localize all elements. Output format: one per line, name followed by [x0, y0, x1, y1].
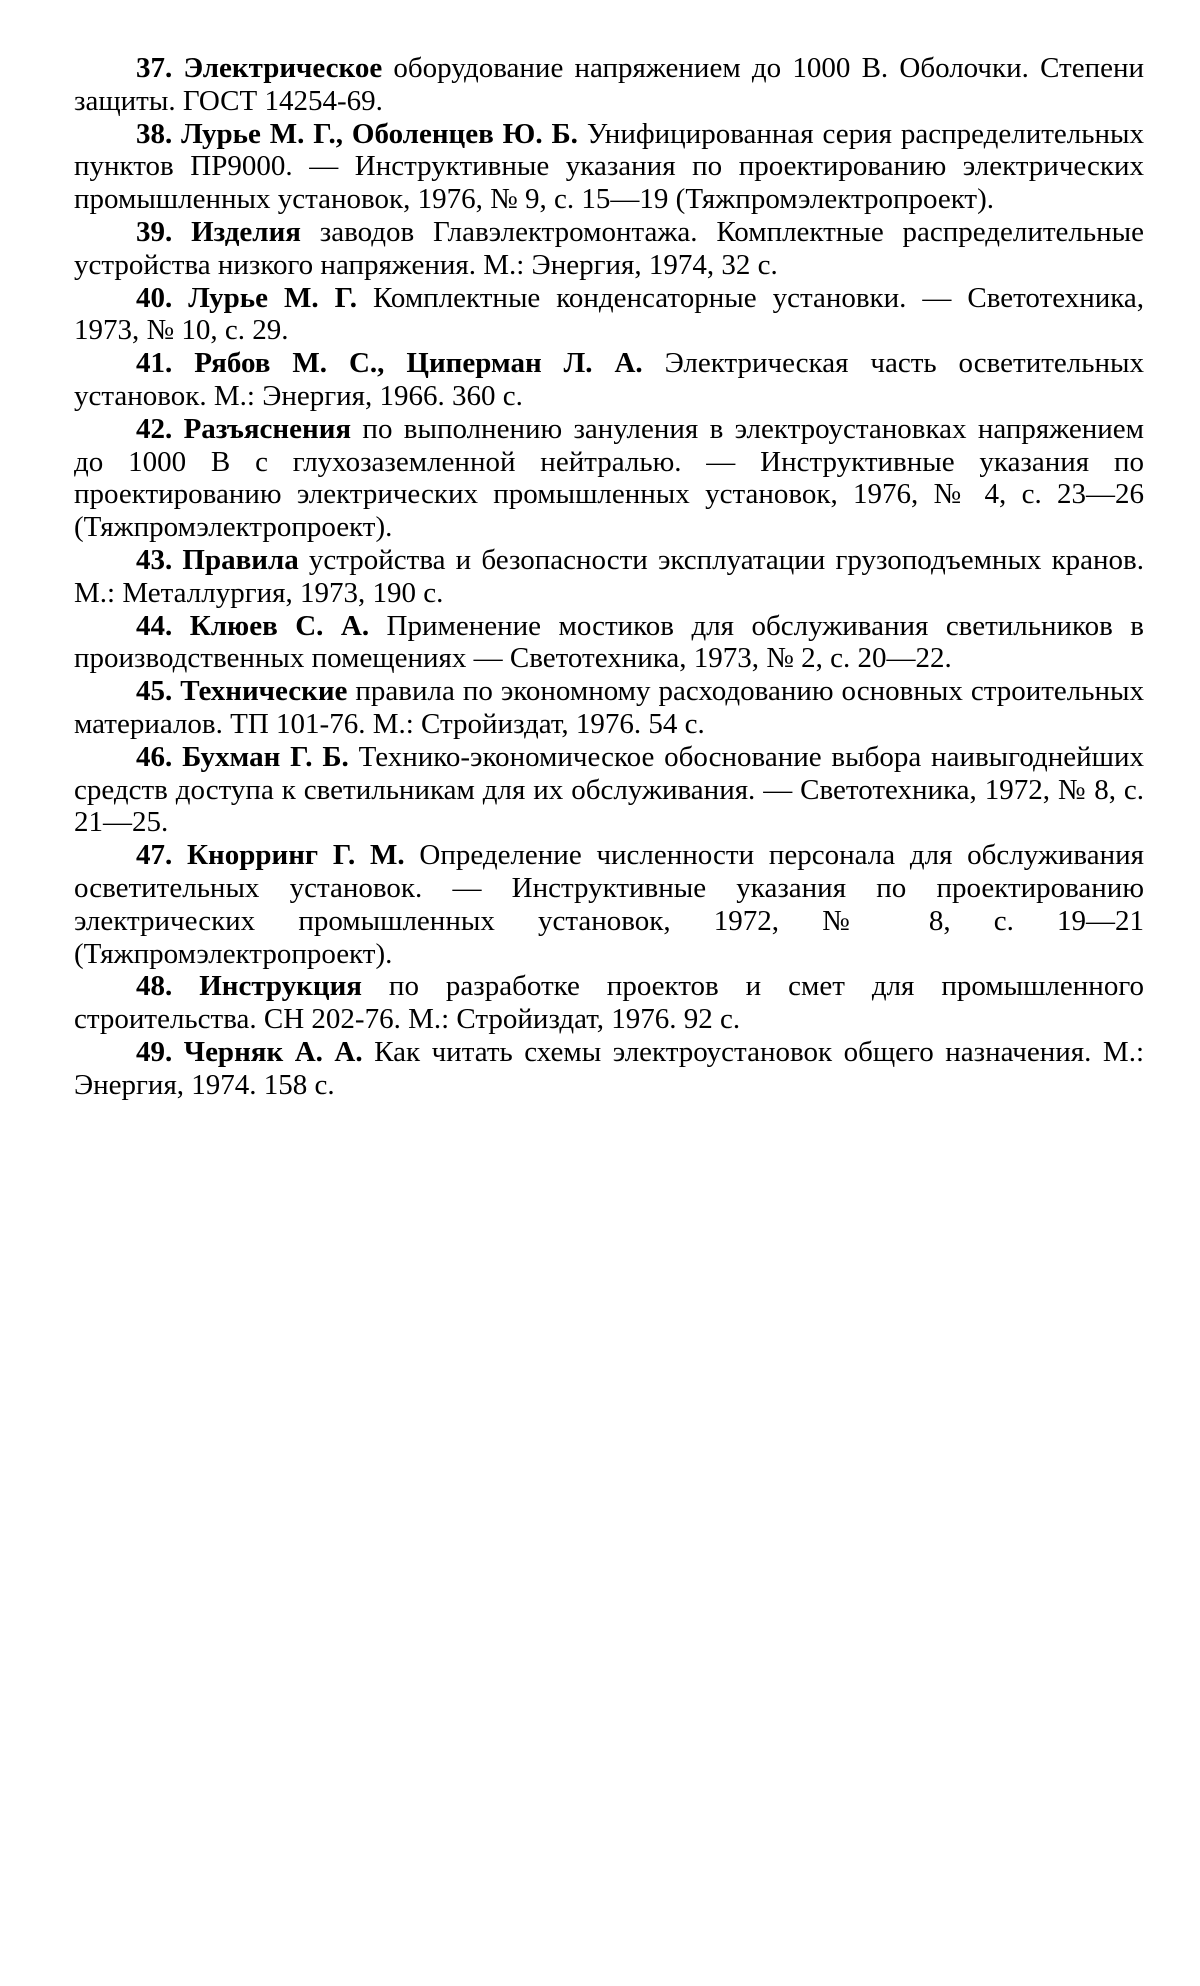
- reference-item: [74, 52, 1144, 118]
- reference-item: [74, 1036, 1144, 1102]
- reference-text: Применение мостиков для обслуживания светильников в производственных помещениях — Светотехника, 1973, № 2, с. 20—22.: [74, 609, 1144, 675]
- reference-author: Черняк А. А.: [183, 1035, 363, 1068]
- reference-number: 49.: [136, 1035, 173, 1068]
- reference-number: 39.: [136, 215, 173, 248]
- reference-number: 44.: [136, 609, 173, 642]
- reference-list: [74, 52, 1144, 1102]
- reference-number: 42.: [136, 412, 173, 445]
- reference-text: Технико-экономическое обоснование выбора наивыгоднейших средств доступа к светильникам для их обслуживания. — Светотехника, 1972, № 8, с. 21—25.: [74, 740, 1144, 839]
- reference-text: правила по экономному расходованию основных строительных материалов. ТП 101-76. М.: Стройиздат, 1976. 54 с.: [74, 675, 1144, 740]
- reference-text: Как читать схемы электроустановок общего назначения. М.: Энергия, 1974. 158 с.: [74, 1035, 1145, 1101]
- reference-author: Рябов М. С., Циперман Л. А.: [194, 347, 643, 380]
- reference-text: заводов Главэлектромонтажа. Комплектные распределительные устройства низкого напряжения. М.: Энергия, 1974, 32 с.: [74, 215, 1144, 281]
- reference-number: 47.: [136, 839, 173, 872]
- reference-item: [74, 675, 1144, 741]
- reference-author: Изделия: [191, 215, 301, 248]
- reference-author: Кнорринг Г. М.: [187, 839, 405, 872]
- reference-number: 45.: [136, 675, 173, 708]
- reference-item: [74, 216, 1144, 282]
- reference-text: Унифицированная серия распределительных пунктов ПР9000. — Инструктивные указания по проектированию электрических промышленных установок, 1976, № 9, с. 15—19 (Тяжпромэлектропроект).: [74, 117, 1145, 216]
- reference-item: [74, 413, 1144, 544]
- reference-text: Электрическая часть осветительных установок. М.: Энергия, 1966. 360 с.: [74, 347, 1144, 412]
- reference-item: [74, 741, 1144, 839]
- reference-author: Инструкция: [199, 970, 362, 1003]
- reference-number: 37.: [136, 52, 173, 84]
- reference-item: [74, 839, 1144, 970]
- reference-author: Разъяснения: [183, 412, 352, 445]
- reference-number: 48.: [136, 970, 173, 1003]
- reference-number: 38.: [136, 117, 173, 150]
- reference-number: 41.: [136, 347, 173, 380]
- reference-author: Клюев С. А.: [189, 609, 370, 642]
- reference-text: по выполнению зануления в электроустановках напряжением до 1000 В с глухозаземленной нейтралью. — Инструктивные указания по проектированию электрических промышленных установок, 1976, № 4, с. 23—26 (Тяжпромэлектропроект).: [74, 412, 1144, 544]
- reference-text: Определение численности персонала для обслуживания осветительных установок. — Инструктивные указания по проектированию электрических промышленных установок, 1972, № 8, с. 19—21 (Тяжпромэлектропроект).: [74, 839, 1144, 970]
- reference-item: [74, 118, 1144, 216]
- reference-number: 43.: [136, 543, 173, 576]
- reference-author: Бухман Г. Б.: [182, 740, 349, 773]
- reference-text: оборудование напряжением до 1000 В. Оболочки. Степени защиты. ГОСТ 14254-69.: [74, 52, 1145, 117]
- reference-item: [74, 970, 1144, 1036]
- reference-text: по разработке проектов и смет для промышленного строительства. СН 202-76. М.: Стройиздат, 1976. 92 с.: [74, 970, 1145, 1036]
- reference-item: [74, 347, 1144, 413]
- reference-author: Лурье М. Г., Оболенцев Ю. Б.: [181, 117, 578, 150]
- reference-number: 40.: [136, 281, 173, 314]
- reference-author: Технические: [180, 675, 348, 708]
- reference-author: Электрическое: [183, 52, 383, 84]
- reference-text: Комплектные конденсаторные установки. — Светотехника, 1973, № 10, с. 29.: [74, 281, 1145, 347]
- reference-item: [74, 544, 1144, 610]
- reference-text: устройства и безопасности эксплуатации грузоподъемных кранов. М.: Металлургия, 1973, 190 с.: [74, 543, 1145, 609]
- reference-author: Правила: [182, 543, 299, 576]
- reference-author: Лурье М. Г.: [188, 281, 357, 314]
- reference-item: [74, 610, 1144, 676]
- reference-number: 46.: [136, 740, 173, 773]
- reference-item: [74, 282, 1144, 348]
